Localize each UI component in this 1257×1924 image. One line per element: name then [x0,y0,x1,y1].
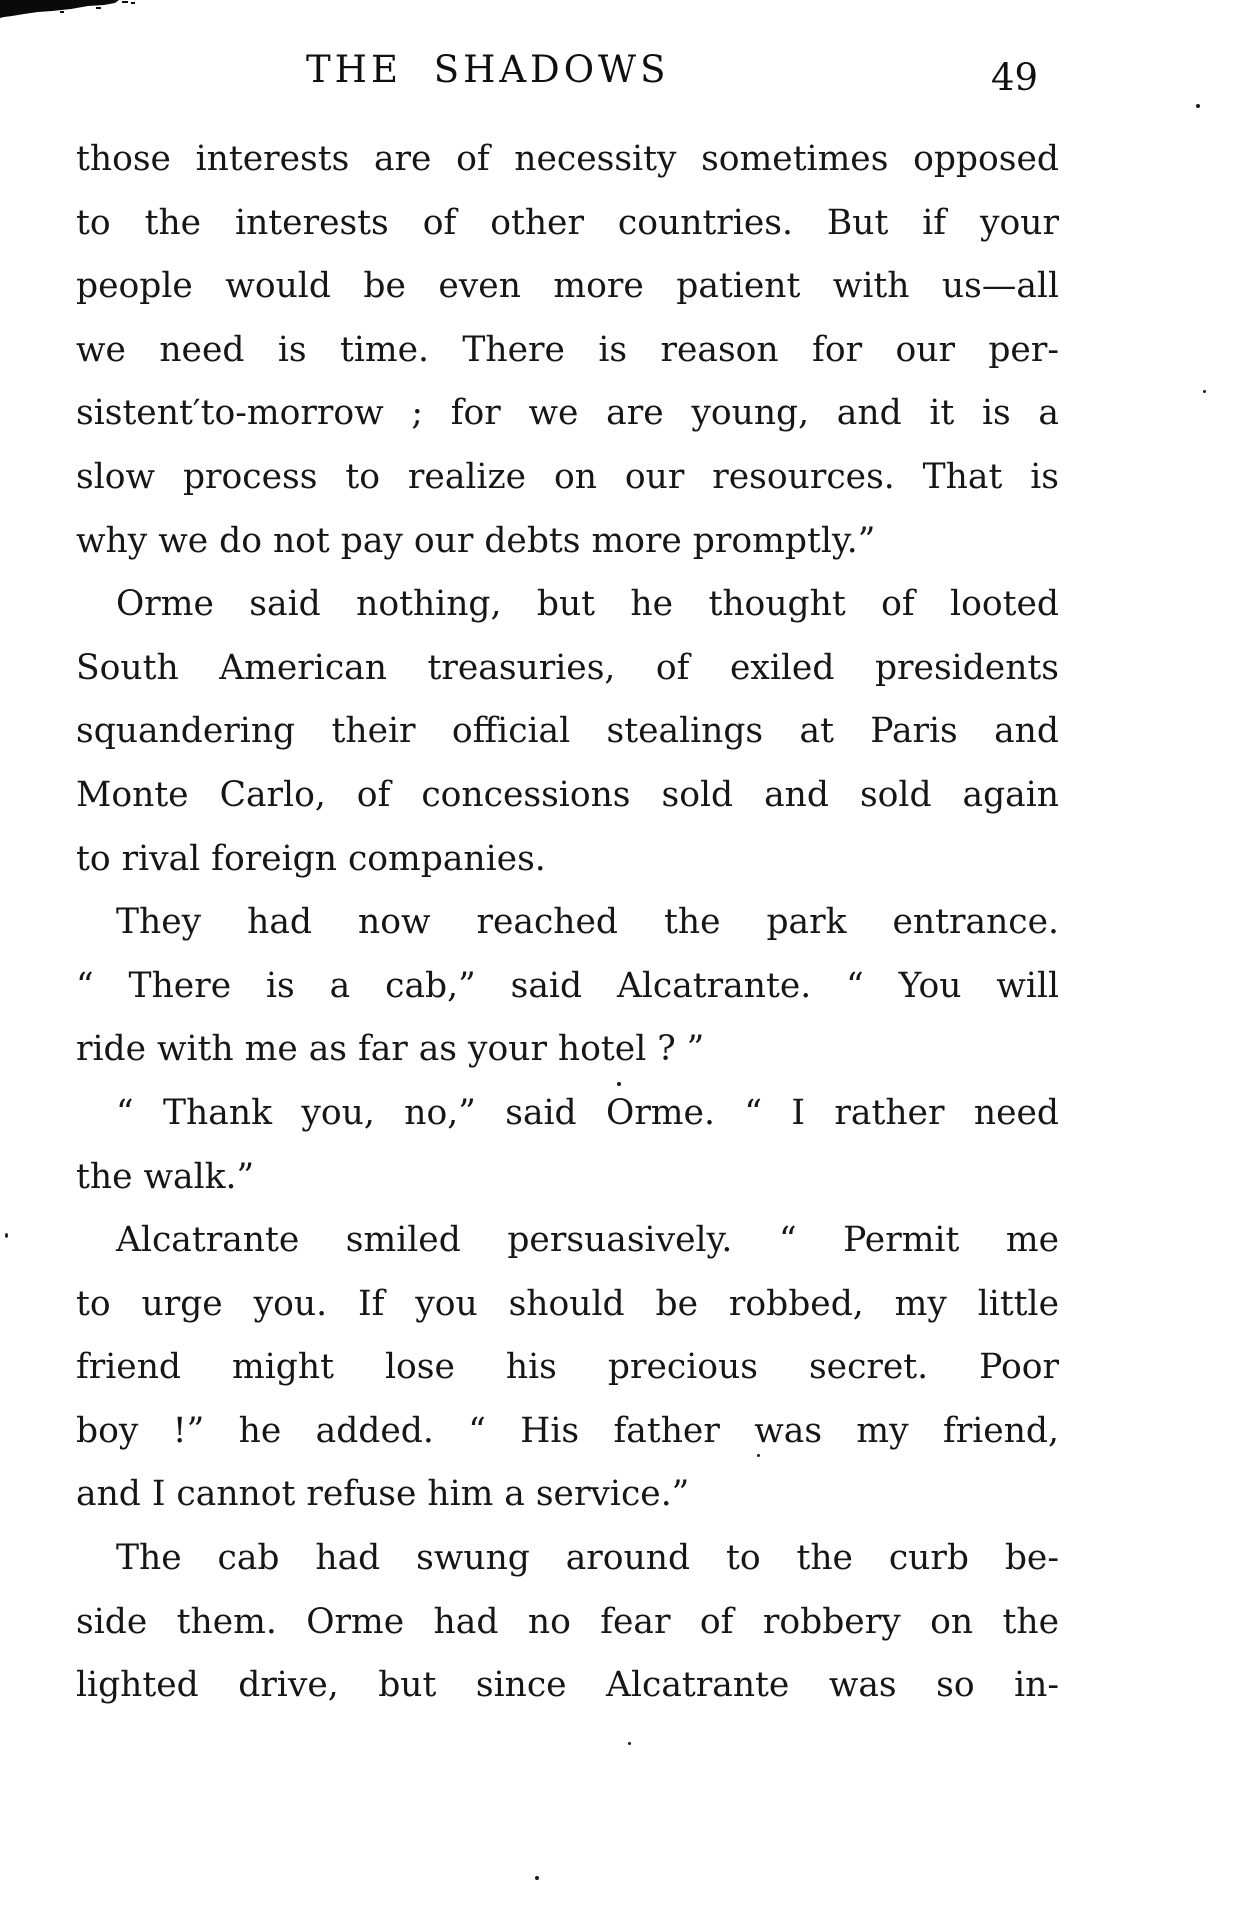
scanner-edge-smudge-artifact [0,0,160,26]
scan-speck [1196,104,1200,108]
text-line: and I cannot refuse him a service.” [76,1474,690,1515]
text-line: those interests are of necessity sometimes opposed [76,139,1059,179]
text-line: lighted drive, but since Alcatrante was so in- [76,1665,1059,1706]
text-line: South American treasuries, of exiled presidents [76,647,1059,688]
text-line: to the interests of other countries. But if your [76,202,1059,243]
scan-speck [535,1876,539,1880]
page-number: 49 [991,56,1039,99]
text-line: friend might lose his precious secret. Poor [76,1347,1059,1388]
text-line: sistent′to-morrow ; for we are young, and it is a [76,393,1059,434]
text-line: we need is time. There is reason for our per- [76,329,1059,370]
text-line: to urge you. If you should be robbed, my little [76,1283,1059,1324]
text-line: squandering their official stealings at Paris and [76,711,1059,752]
text-line: “ There is a cab,” said Alcatrante. “ You will [76,965,1059,1006]
text-line: to rival foreign companies. [76,838,546,879]
text-line: The cab had swung around to the curb be- [116,1538,1059,1579]
text-line: Orme said nothing, but he thought of looted [116,584,1059,625]
text-line: ride with me as far as your hotel ? ” [76,1029,705,1070]
text-line: boy !” he added. “ His father was my friend, [76,1410,1059,1451]
text-line: Alcatrante smiled persuasively. “ Permit me [116,1220,1059,1261]
page-text-block [76,128,1059,1718]
running-title: THE SHADOWS [306,48,670,91]
text-line: “ Thank you, no,” said Orme. “ I rather need [116,1092,1059,1133]
text-line: the walk.” [76,1156,255,1197]
scan-speck [1203,390,1206,393]
scan-speck [617,1082,621,1086]
text-line: side them. Orme had no fear of robbery on the [76,1601,1059,1642]
scan-speck [757,1454,760,1457]
text-line: Monte Carlo, of concessions sold and sold again [76,774,1059,815]
text-line: They had now reached the park entrance. [116,902,1059,943]
text-line: slow process to realize on our resources. That is [76,456,1059,497]
text-line: people would be even more patient with us—all [76,266,1059,307]
scan-speck [628,1742,631,1745]
scan-speck [5,1233,8,1238]
text-line: why we do not pay our debts more promptly.” [76,520,876,561]
